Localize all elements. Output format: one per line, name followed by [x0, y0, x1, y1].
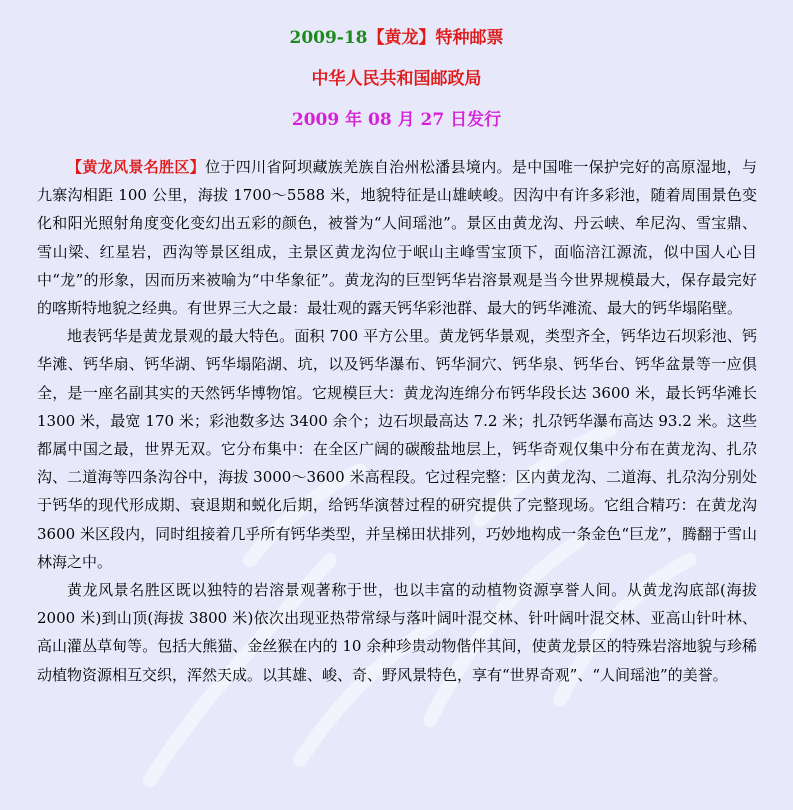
paragraph-3: 黄龙风景名胜区既以独特的岩溶景观著称于世，也以丰富的动植物资源享誉人间。从黄龙沟底部(海拔 2000 米)到山顶(海拔 3800 米)依次出现亚热带常绿与落叶阔叶混交林、针叶阔叶混交林、亚高山针叶林、高山灌丛草甸等。包括大熊猫、金丝猴在内的 10 余种珍贵动物偕伴其间，使黄龙景区的特殊岩溶地貌与珍稀动植物资源相互交织，浑然天成。以其雄、峻、奇、野风景特色，享有“世界奇观”、“人间瑶池”的美誉。	[37, 581, 757, 684]
article-body	[37, 153, 757, 689]
paragraph-1-text: 位于四川省阿坝藏族羌族自治州松潘县境内。是中国唯一保护完好的高原湿地，与九寨沟相距 100 公里，海拔 1700～5588 米，地貌特征是山雄峡峻。因沟中有许多彩池，随着周围景色变化和阳光照射角度变化变幻出五彩的颜色，被誉为“人间瑶池”。景区由黄龙沟、丹云峡、牟尼沟、雪宝鼎、雪山梁、红星岩，西沟等景区组成，主景区黄龙沟位于岷山主峰雪宝顶下，面临涪江源流，似中国人心目中“龙”的形象，因而历来被喻为“中华象征”。黄龙沟的巨型钙华岩溶景观是当今世界规模最大，保存最完好的喀斯特地貌之经典。有世界三大之最：最壮观的露天钙华彩池群、最大的钙华滩流、最大的钙华塌陷壁。	[37, 158, 757, 318]
paragraph-1	[37, 153, 757, 322]
issue-code: 2009-18	[289, 28, 368, 48]
stamp-title	[0, 27, 793, 49]
stamp-name: 【黄龙】	[367, 28, 436, 48]
paragraph-2: 地表钙华是黄龙景观的最大特色。面积 700 平方公里。黄龙钙华景观，类型齐全，钙华边石坝彩池、钙华滩、钙华扇、钙华湖、钙华塌陷湖、坑，以及钙华瀑布、钙华洞穴、钙华泉、钙华台、钙华盆景等一应俱全，是一座名副其实的天然钙华博物馆。它规模巨大：黄龙沟连绵分布钙华段长达 3600 米，最长钙华滩长 1300 米，最宽 170 米；彩池数多达 3400 余个；边石坝最高达 7.2 米；扎尕钙华瀑布高达 93.2 米。这些都属中国之最，世界无双。它分布集中：在全区广阔的碳酸盐地层上，钙华奇观仅集中分布在黄龙沟、扎尕沟、二道海等四条沟谷中，海拔 3000～3600 米高程段。它过程完整：区内黄龙沟、二道海、扎尕沟分别处于钙华的现代形成期、衰退期和蜕化后期，给钙华演替过程的研究提供了完整现场。它组合精巧：在黄龙沟 3600 米区段内，同时组接着几乎所有钙华类型，并呈梯田状排列，巧妙地构成一条金色“巨龙”，腾翻于雪山林海之中。	[37, 327, 757, 571]
stamp-type: 特种邮票	[435, 28, 504, 48]
issuer: 中华人民共和国邮政局	[311, 69, 482, 89]
scenic-area-name: 【黄龙风景名胜区】	[67, 158, 206, 176]
issue-date: 2009 年 08 月 27 日发行	[291, 110, 502, 130]
